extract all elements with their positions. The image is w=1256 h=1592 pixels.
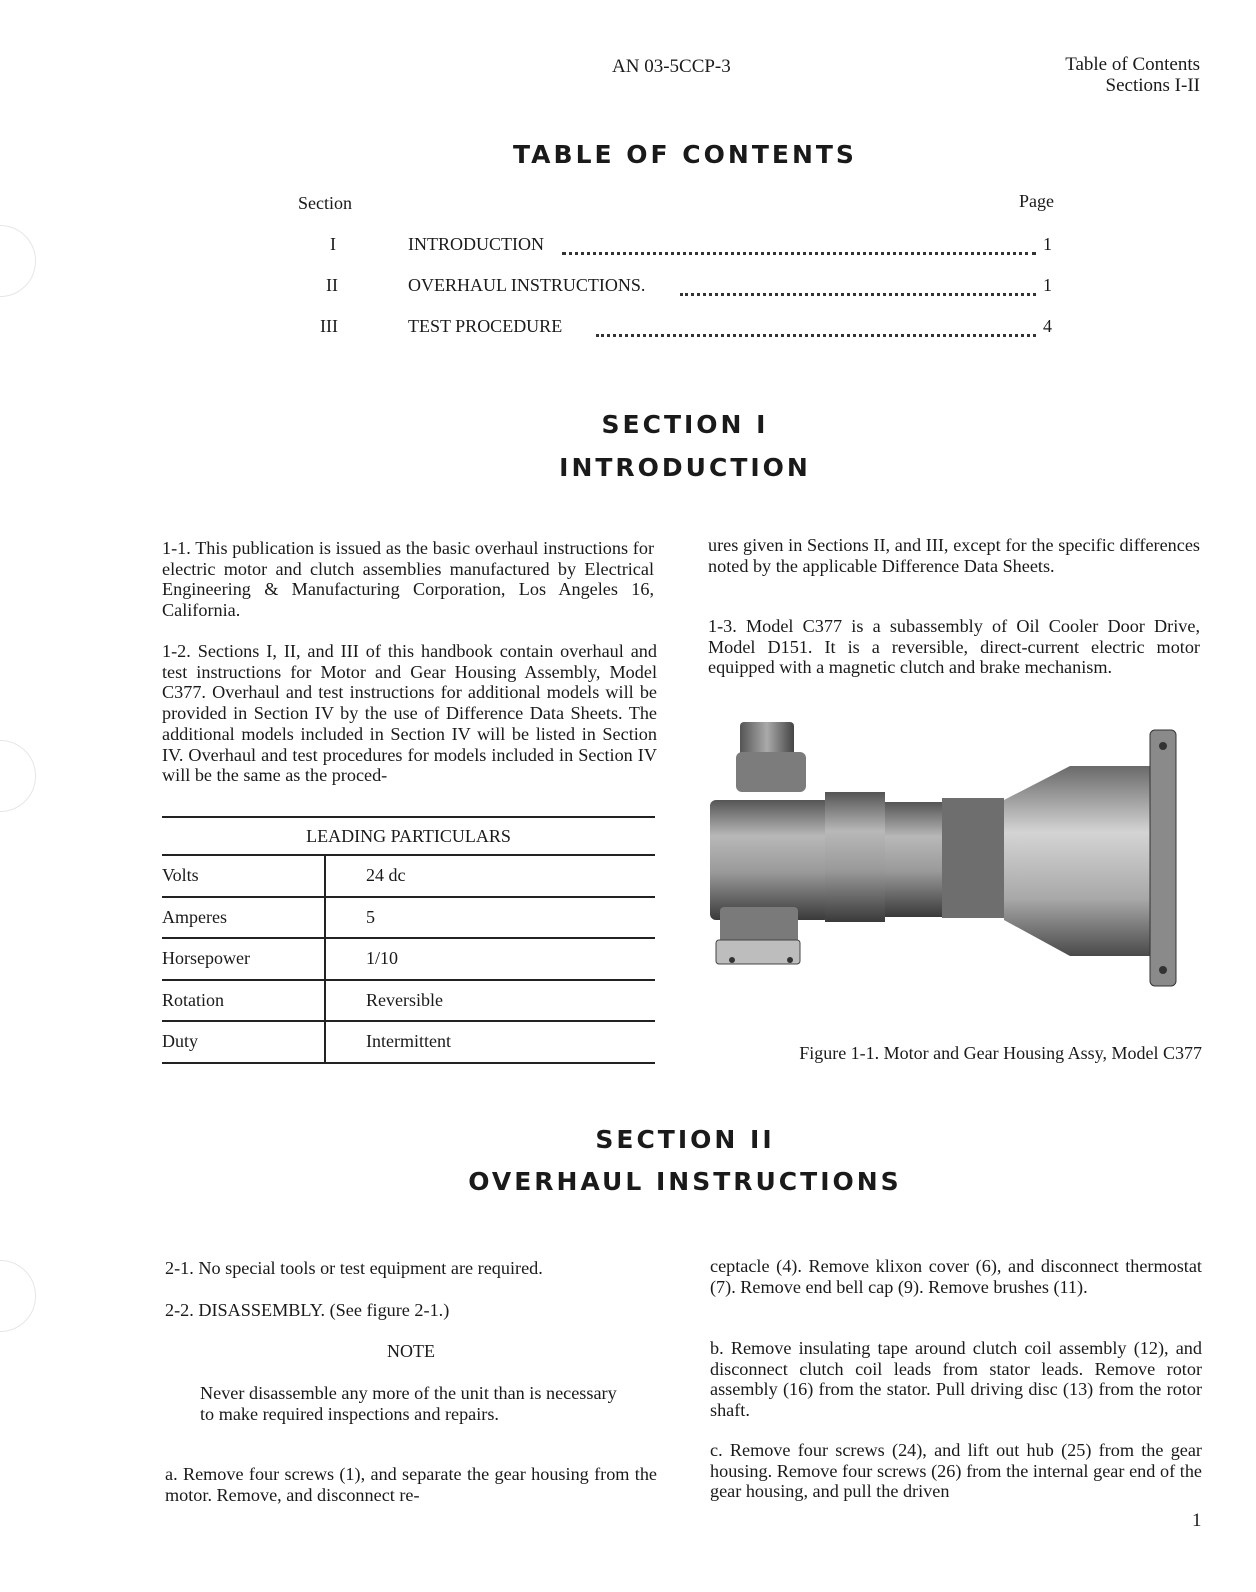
motor-gear-housing-photo [710, 722, 1200, 992]
particular-label: Duty [162, 1021, 325, 1063]
binder-hole-mark [0, 225, 36, 297]
clutch-coil-band [942, 798, 1004, 918]
note-text: Never disassemble any more of the unit than is necessary to make required inspections and repairs. [200, 1383, 617, 1424]
leading-particulars-table [162, 816, 655, 1064]
particular-value: Reversible [325, 980, 655, 1022]
running-head-line1: Table of Contents [1065, 54, 1200, 75]
toc-row-page: 4 [1043, 316, 1052, 336]
toc-row-num: II [326, 275, 338, 295]
toc-row-title: TEST PROCEDURE [408, 316, 563, 336]
step-a-continued: ceptacle (4). Remove klixon cover (6), and disconnect thermostat (7). Remove end bell cap (9). Remove brushes (11). [710, 1256, 1202, 1297]
particular-label: Volts [162, 855, 325, 897]
paragraph-1-3: 1-3. Model C377 is a subassembly of Oil Cooler Door Drive, Model D151. It is a reversible, direct-current electric motor equipped with a magnetic clutch and brake mechanism. [708, 616, 1200, 678]
table-row [162, 897, 655, 939]
toc-leader-dots [562, 234, 1036, 255]
toc-leader-dots [680, 275, 1036, 296]
toc-row-title: OVERHAUL INSTRUCTIONS. [408, 275, 646, 295]
particular-value: Intermittent [325, 1021, 655, 1063]
toc-title: TABLE OF CONTENTS [513, 140, 857, 169]
paragraph-2-2: 2-2. DISASSEMBLY. (See figure 2-1.) [165, 1300, 450, 1320]
particular-value: 5 [325, 897, 655, 939]
step-b: b. Remove insulating tape around clutch coil assembly (12), and disconnect clutch coil leads from stator leads. Remove rotor assembly (16) from the stator. Pull driving disc (13) from the rotor shaft. [710, 1338, 1202, 1421]
particular-value: 1/10 [325, 938, 655, 980]
end-bell [1004, 766, 1150, 956]
section-2-title: OVERHAUL INSTRUCTIONS [468, 1167, 902, 1196]
toc-row-page: 1 [1043, 275, 1052, 295]
particular-label: Rotation [162, 980, 325, 1022]
page-number: 1 [1192, 1510, 1202, 1531]
toc-page-col-header: Page [1019, 191, 1054, 211]
toc-row-page: 1 [1043, 234, 1052, 254]
table-row [162, 855, 655, 897]
clutch-housing [885, 802, 943, 917]
paragraph-1-2: 1-2. Sections I, II, and III of this handbook contain overhaul and test instructions for Motor and Gear Housing Assembly, Model C377. Overhaul and test instructions for additional models will be provided in Section IV by the use of Difference Data Sheets. The additional models included in Section IV will be listed in Section IV. Overhaul and test procedures for models included in Section IV will be the same as the proced- [162, 641, 657, 786]
paragraph-2-1: 2-1. No special tools or test equipment are required. [165, 1258, 543, 1278]
particular-label: Amperes [162, 897, 325, 939]
running-head-line2: Sections I-II [1105, 75, 1200, 96]
gear-housing [710, 800, 830, 920]
table-row [162, 980, 655, 1022]
particular-label: Horsepower [162, 938, 325, 980]
toc-row-num: III [320, 316, 338, 336]
toc-leader-dots [596, 316, 1036, 337]
step-c: c. Remove four screws (24), and lift out hub (25) from the gear housing. Remove four screws (26) from the internal gear end of the gear housing, and pull the driven [710, 1440, 1202, 1502]
binder-hole-mark [0, 740, 36, 812]
table-row [162, 938, 655, 980]
receptacle-flange [736, 752, 806, 792]
leading-particulars-title: LEADING PARTICULARS [162, 817, 655, 855]
paragraph-1-2-continued: ures given in Sections II, and III, except for the specific differences noted by the applicable Difference Data Sheets. [708, 535, 1200, 576]
mounting-flange [1150, 730, 1176, 986]
section-1-title: INTRODUCTION [559, 453, 811, 482]
document-number: AN 03-5CCP-3 [612, 56, 731, 77]
running-head [1065, 54, 1200, 96]
toc-section-col-header: Section [298, 193, 352, 213]
binder-hole-mark [0, 1260, 36, 1332]
table-row [162, 1021, 655, 1063]
note-heading: NOTE [387, 1341, 435, 1361]
particular-value: 24 dc [325, 855, 655, 897]
figure-1-1-caption: Figure 1-1. Motor and Gear Housing Assy, Model C377 [799, 1043, 1202, 1063]
section-2-label: SECTION II [595, 1125, 775, 1154]
stator-housing [825, 792, 885, 922]
section-1-label: SECTION I [601, 410, 769, 439]
toc-row-num: I [330, 234, 336, 254]
toc-row-title: INTRODUCTION [408, 234, 544, 254]
step-a: a. Remove four screws (1), and separate the gear housing from the motor. Remove, and disconnect re- [165, 1464, 657, 1505]
paragraph-1-1: 1-1. This publication is issued as the basic overhaul instructions for electric motor and clutch assemblies manufactured by Electrical Engineering & Manufacturing Corporation, Los Angeles 16, California. [162, 538, 654, 621]
